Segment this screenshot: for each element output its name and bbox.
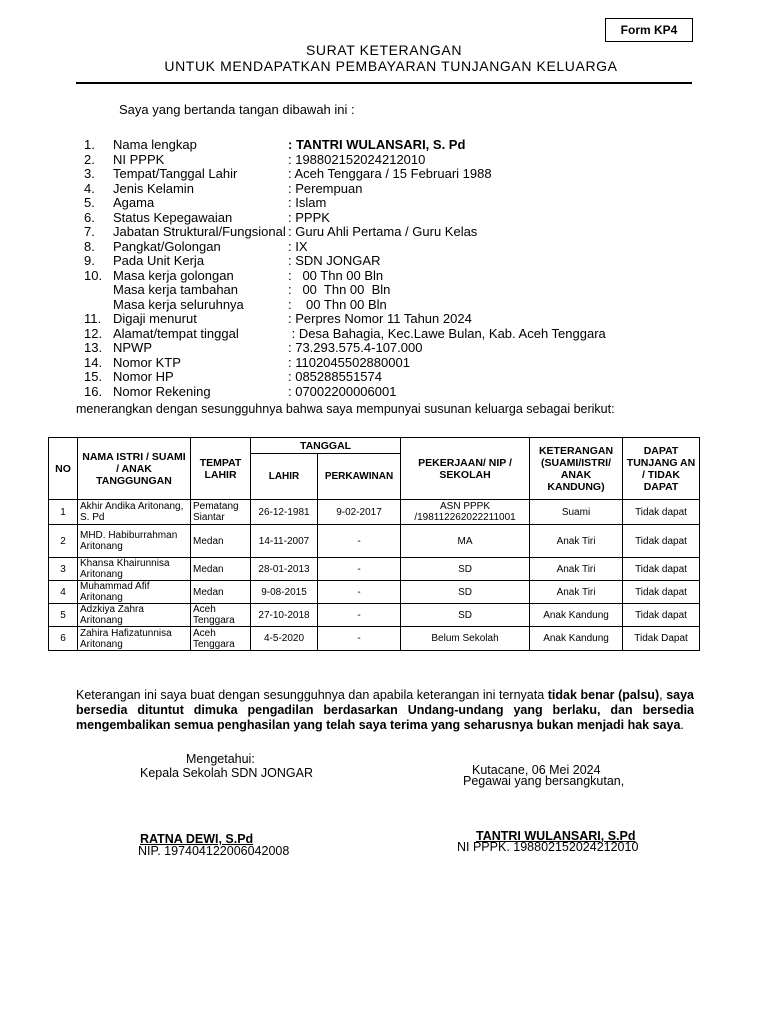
field-row: [0, 138, 768, 152]
cell-tanggal-perkawinan: -: [318, 604, 401, 627]
field-label: Pangkat/Golongan: [113, 238, 221, 254]
closing-text-2: ,: [659, 688, 667, 702]
field-label: Digaji menurut: [113, 311, 197, 326]
field-row: [0, 283, 768, 297]
header-perkawinan: PERKAWINAN: [318, 454, 401, 500]
field-value: : 198802152024212010: [288, 151, 426, 167]
family-table: [48, 437, 700, 651]
field-label: Nama lengkap: [113, 137, 197, 152]
field-number: 3.: [84, 166, 95, 181]
field-value: : 1102045502880001: [288, 354, 410, 370]
field-label: NPWP: [113, 340, 152, 355]
cell-no: 6: [49, 627, 78, 651]
field-value: : 07002200006001: [288, 383, 397, 399]
field-number: 7.: [84, 224, 95, 239]
cell-keterangan: Anak Tiri: [530, 558, 623, 581]
field-label: Jenis Kelamin: [113, 180, 194, 196]
field-value: : 00 Thn 00 Bln: [288, 282, 391, 297]
cell-dapat-tunjangan: Tidak dapat: [623, 500, 700, 525]
field-number: 8.: [84, 238, 95, 254]
cell-dapat-tunjangan: Tidak Dapat: [623, 627, 700, 651]
employee-nipppk: NI PPPK. 198802152024212010: [457, 840, 639, 854]
cell-nama: Adzkiya Zahra Aritonang: [78, 604, 191, 627]
title-divider: [76, 82, 692, 84]
field-number: 12.: [84, 325, 103, 341]
header-nama: NAMA ISTRI / SUAMI / ANAK TANGGUNGAN: [78, 438, 191, 500]
acknowledged-label: Mengetahui:: [186, 752, 255, 766]
document-title: SURAT KETERANGAN: [305, 42, 463, 58]
field-label: Masa kerja tambahan: [113, 282, 239, 297]
field-number: 15.: [84, 369, 103, 384]
field-value: : Desa Bahagia, Kec.Lawe Bulan, Kab. Aceh Tenggara: [288, 325, 606, 341]
field-row: [0, 167, 768, 181]
field-value: : IX: [288, 238, 308, 254]
field-value: : TANTRI WULANSARI, S. Pd: [288, 137, 466, 152]
field-label: Agama: [113, 195, 155, 210]
closing-bold-2: saya bersedia dituntut dimuka pengadilan berdasarkan Undang-undang yang berlaku, dan bersedia mengembalikan semua penghasilan yang telah saya terima yang seharusnya bukan menjadi hak saya: [76, 688, 694, 732]
principal-title: Kepala Sekolah SDN JONGAR: [140, 766, 313, 780]
intro-text: Saya yang bertanda tangan dibawah ini :: [119, 102, 355, 117]
cell-tempat-lahir: Medan: [191, 558, 251, 581]
cell-tempat-lahir: Medan: [191, 525, 251, 558]
cell-nama: Khansa Khairunnisa Aritonang: [78, 558, 191, 581]
field-label: Masa kerja golongan: [113, 267, 234, 283]
field-number: 2.: [84, 151, 95, 167]
header-lahir: LAHIR: [251, 454, 318, 500]
field-row: [0, 385, 768, 399]
field-number: 13.: [84, 340, 103, 355]
closing-text-3: .: [680, 718, 684, 732]
field-number: 16.: [84, 383, 103, 399]
table-row: [49, 525, 700, 558]
cell-tanggal-lahir: 9-08-2015: [251, 581, 318, 604]
cell-keterangan: Anak Kandung: [530, 627, 623, 651]
field-row: [0, 254, 768, 268]
field-number: 9.: [84, 253, 95, 268]
table-row: [49, 627, 700, 651]
cell-no: 5: [49, 604, 78, 627]
cell-pekerjaan: ASN PPPK /198112262022211001: [401, 500, 530, 525]
cell-keterangan: Anak Kandung: [530, 604, 623, 627]
header-pekerjaan: PEKERJAAN/ NIP / SEKOLAH: [401, 438, 530, 500]
field-value: : 00 Thn 00 Bln: [288, 296, 387, 312]
closing-text-1: Keterangan ini saya buat dengan sesungguhnya dan apabila keterangan ini ternyata: [76, 688, 548, 702]
field-row: [0, 196, 768, 210]
field-value: : Aceh Tenggara / 15 Februari 1988: [288, 166, 492, 181]
field-row: [0, 240, 768, 254]
cell-tanggal-perkawinan: 9-02-2017: [318, 500, 401, 525]
field-label: Alamat/tempat tinggal: [113, 325, 239, 341]
cell-tanggal-perkawinan: -: [318, 581, 401, 604]
field-row: [0, 298, 768, 312]
cell-no: 1: [49, 500, 78, 525]
field-number: 6.: [84, 209, 95, 225]
field-label: Pada Unit Kerja: [113, 253, 205, 268]
place-date: Kutacane, 06 Mei 2024: [472, 763, 601, 777]
cell-tempat-lahir: Aceh Tenggara: [191, 604, 251, 627]
field-value: : 085288551574: [288, 369, 382, 384]
cell-nama: Zahira Hafizatunnisa Aritonang: [78, 627, 191, 651]
cell-pekerjaan: SD: [401, 558, 530, 581]
field-row: [0, 312, 768, 326]
employee-name: TANTRI WULANSARI, S.Pd: [476, 829, 636, 843]
field-row: [0, 356, 768, 370]
field-row: [0, 153, 768, 167]
closing-bold-1: tidak benar (palsu): [547, 688, 660, 702]
cell-keterangan: Suami: [530, 500, 623, 525]
field-number: 10.: [84, 267, 103, 283]
cell-pekerjaan: SD: [401, 581, 530, 604]
cell-dapat-tunjangan: Tidak dapat: [623, 604, 700, 627]
cell-no: 3: [49, 558, 78, 581]
field-row: [0, 225, 768, 239]
cell-tempat-lahir: Pematang Siantar: [191, 500, 251, 525]
header-keterangan: KETERANGAN (SUAMI/ISTRI/ ANAK KANDUNG): [530, 438, 623, 500]
cell-tempat-lahir: Aceh Tenggara: [191, 627, 251, 651]
cell-tanggal-perkawinan: -: [318, 558, 401, 581]
field-row: [0, 327, 768, 341]
cell-tanggal-lahir: 14-11-2007: [251, 525, 318, 558]
field-label: Nomor KTP: [113, 354, 181, 370]
form-code-box: Form KP4: [605, 18, 693, 42]
field-value: : SDN JONGAR: [288, 253, 381, 268]
field-row: [0, 341, 768, 355]
cell-no: 4: [49, 581, 78, 604]
cell-tanggal-perkawinan: -: [318, 627, 401, 651]
field-label: Status Kepegawaian: [113, 209, 233, 225]
cell-dapat-tunjangan: Tidak dapat: [623, 525, 700, 558]
table-row: [49, 604, 700, 627]
field-row: [0, 370, 768, 384]
principal-name: RATNA DEWI, S.Pd: [140, 832, 254, 846]
cell-nama: MHD. Habiburrahman Aritonang: [78, 525, 191, 558]
document-subtitle: UNTUK MENDAPATKAN PEMBAYARAN TUNJANGAN KELUARGA: [164, 58, 618, 74]
header-tanggal: TANGGAL: [251, 438, 401, 454]
field-value: : 00 Thn 00 Bln: [288, 267, 384, 283]
cell-tanggal-lahir: 27-10-2018: [251, 604, 318, 627]
cell-keterangan: Anak Tiri: [530, 525, 623, 558]
field-number: 5.: [84, 195, 95, 210]
field-label: NI PPPK: [113, 151, 165, 167]
field-value: : Guru Ahli Pertama / Guru Kelas: [288, 224, 478, 239]
cell-nama: Akhir Andika Aritonang, S. Pd: [78, 500, 191, 525]
closing-paragraph: [76, 688, 694, 733]
field-row: [0, 269, 768, 283]
cell-tanggal-lahir: 26-12-1981: [251, 500, 318, 525]
cell-pekerjaan: Belum Sekolah: [401, 627, 530, 651]
field-value: : Islam: [288, 195, 327, 210]
header-tempat-lahir: TEMPAT LAHIR: [191, 438, 251, 500]
cell-keterangan: Anak Tiri: [530, 581, 623, 604]
field-label: Nomor Rekening: [113, 383, 211, 399]
cell-dapat-tunjangan: Tidak dapat: [623, 558, 700, 581]
field-label: Jabatan Struktural/Fungsional: [113, 224, 286, 239]
header-dapat-tunjangan: DAPAT TUNJANG AN / TIDAK DAPAT: [623, 438, 700, 500]
field-label: Masa kerja seluruhnya: [113, 296, 244, 312]
employee-title: Pegawai yang bersangkutan,: [463, 774, 625, 788]
cell-no: 2: [49, 525, 78, 558]
cell-dapat-tunjangan: Tidak dapat: [623, 581, 700, 604]
cell-nama: Muhammad Afif Aritonang: [78, 581, 191, 604]
header-no: NO: [49, 438, 78, 500]
principal-nip: NIP. 197404122006042008: [138, 844, 290, 858]
field-value: : Perpres Nomor 11 Tahun 2024: [288, 311, 472, 326]
field-value: : 73.293.575.4-107.000: [288, 340, 423, 355]
field-value: : PPPK: [288, 209, 330, 225]
table-row: [49, 500, 700, 525]
family-statement: menerangkan dengan sesungguhnya bahwa saya mempunyai susunan keluarga sebagai berikut:: [76, 402, 615, 416]
field-value: : Perempuan: [288, 180, 363, 196]
table-row: [49, 581, 700, 604]
field-row: [0, 211, 768, 225]
field-label: Tempat/Tanggal Lahir: [113, 166, 238, 181]
cell-tanggal-lahir: 4-5-2020: [251, 627, 318, 651]
cell-tanggal-lahir: 28-01-2013: [251, 558, 318, 581]
field-number: 11.: [84, 311, 102, 326]
field-label: Nomor HP: [113, 369, 174, 384]
field-number: 14.: [84, 354, 103, 370]
field-row: [0, 182, 768, 196]
field-number: 1.: [84, 137, 95, 152]
cell-tanggal-perkawinan: -: [318, 525, 401, 558]
cell-pekerjaan: SD: [401, 604, 530, 627]
cell-tempat-lahir: Medan: [191, 581, 251, 604]
cell-pekerjaan: MA: [401, 525, 530, 558]
field-number: 4.: [84, 180, 95, 196]
table-row: [49, 558, 700, 581]
